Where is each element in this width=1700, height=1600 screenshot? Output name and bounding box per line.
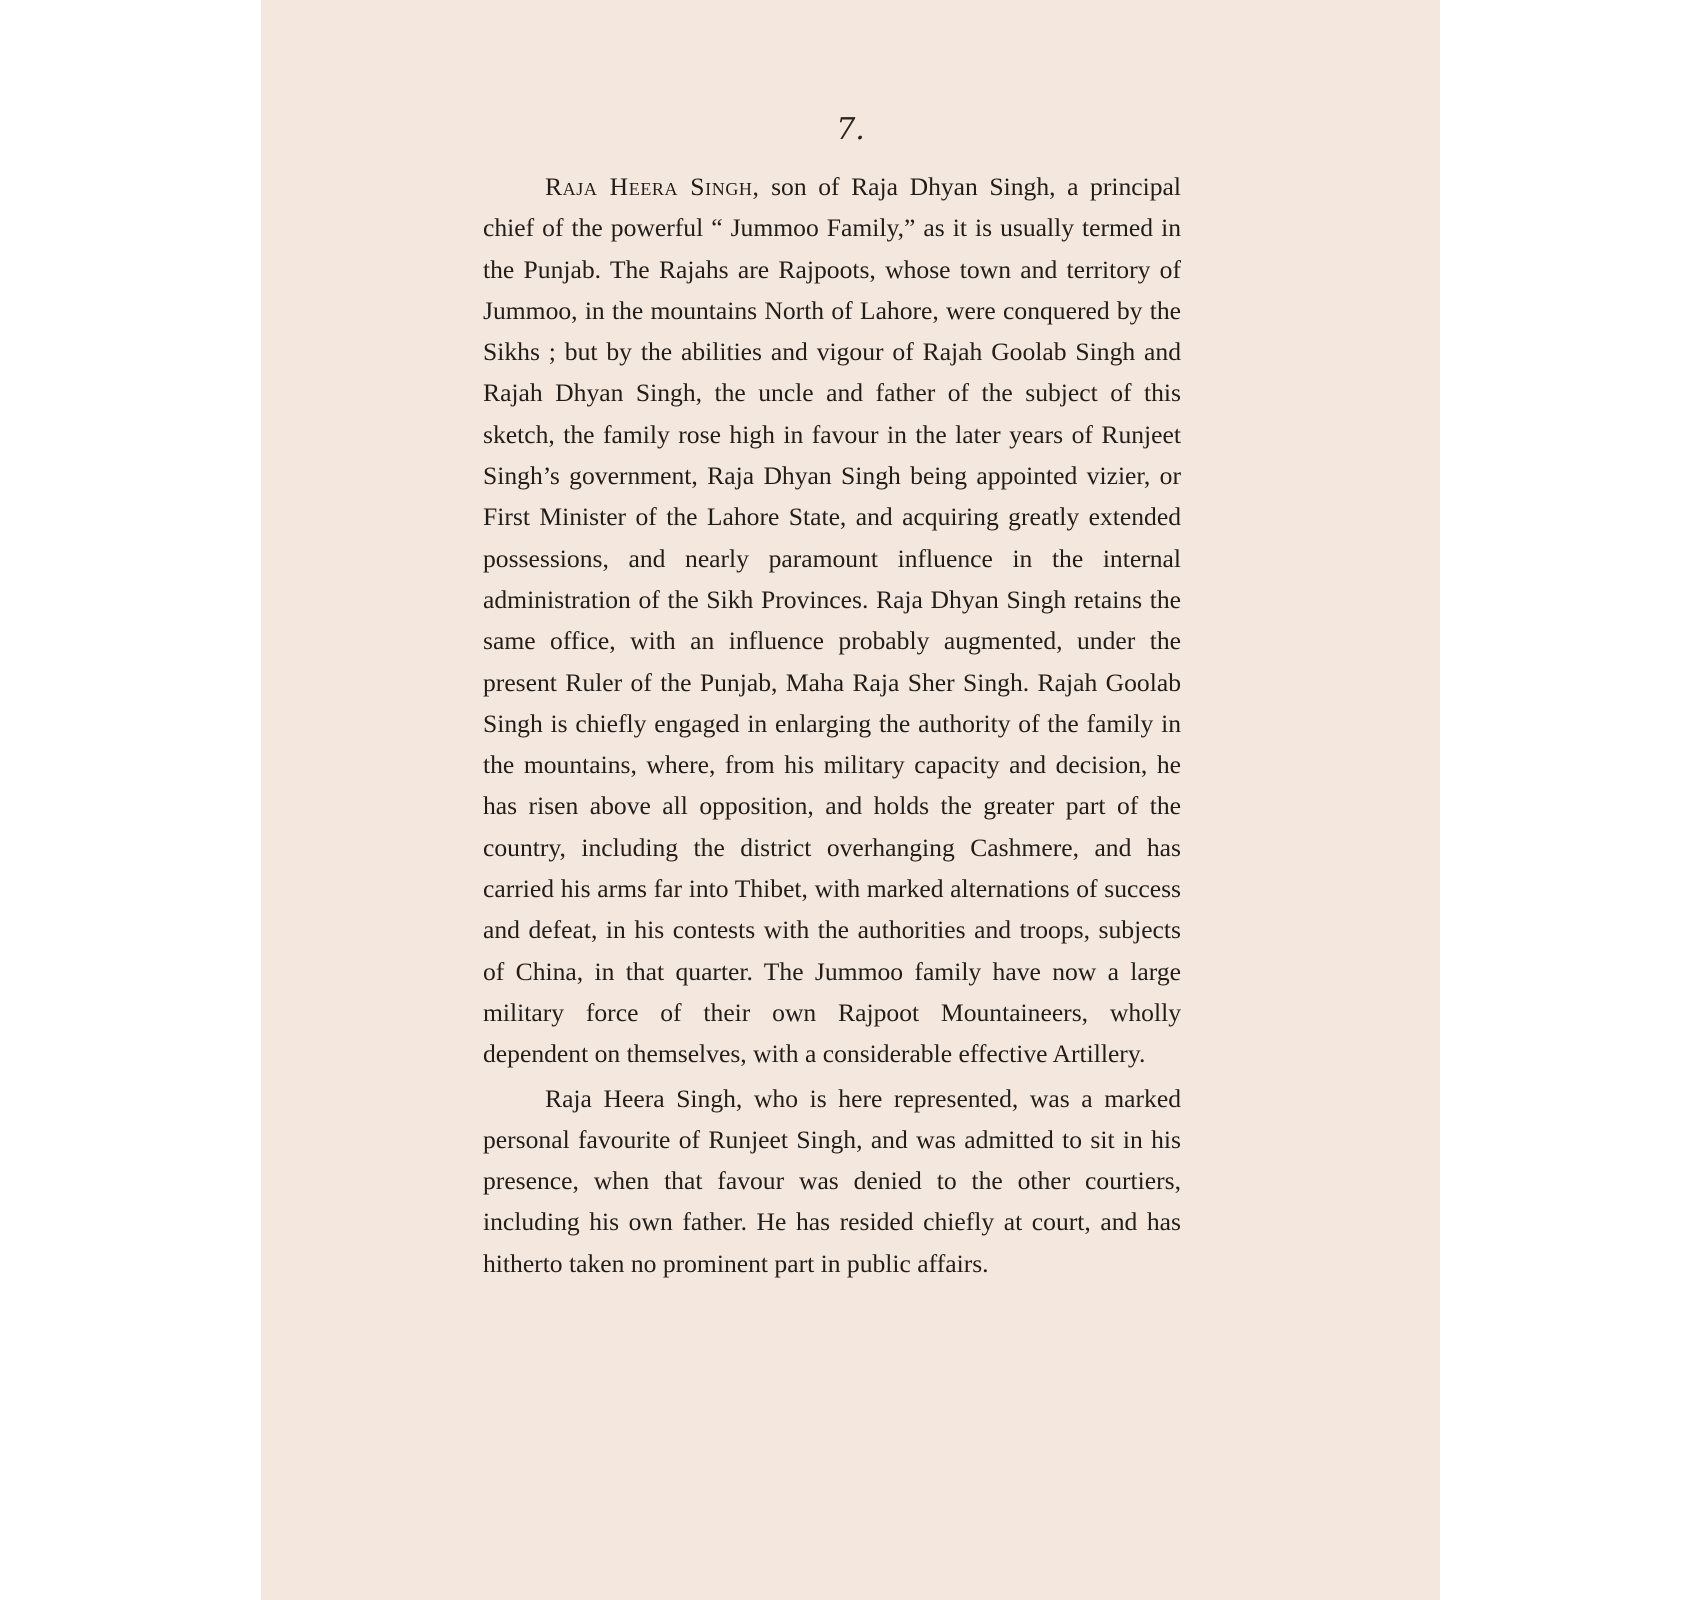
paragraph-2: Raja Heera Singh, who is here represented, was a marked personal favourite of Runjeet Singh, and was admitted to sit in his presence, when that favour was denied to the other courtiers, including his own father. He has resided chiefly at court, and has hitherto taken no prominent part in public affairs. bbox=[483, 1083, 1181, 1278]
paragraph-1-text: son of Raja Dhyan Singh, a principal chief of the powerful “ Jummoo Family,” as it is usually termed in the Punjab. The Rajahs are Rajpoots, whose town and territory of Jummoo, in the mountains North of Lahore, were conquered by the Sikhs ; but by the abilities and vigour of Rajah Goolab Singh and Rajah Dhyan Singh, the uncle and father of the subject of this sketch, the family rose high in favour in the later years of Runjeet Singh’s government, Raja Dhyan Singh being appointed vizier, or First Minister of the Lahore State, and acquiring greatly extended possessions, and nearly paramount influence in the internal administration of the Sikh Provinces. Raja Dhyan Singh retains the same office, with an influence probably augmented, under the present Ruler of the Punjab, Maha Raja Sher Singh. Rajah Goolab Singh is chiefly engaged in enlarging the authority of the family in the mountains, where, from his military capacity and decision, he has risen above all opposition, and holds the greater part of the country, including the district overhanging Cashmere, and has carried his arms far into Thibet, with marked alternations of success and defeat, in his contests with the authorities and troops, subjects of China, in that quarter. The Jummoo family have now a large military force of their own Rajpoot Mountaineers, wholly dependent on themselves, with a considerable effective Artillery. bbox=[483, 172, 1181, 1069]
subject-name: Raja Heera Singh, bbox=[545, 172, 760, 201]
page-number: 7. bbox=[836, 112, 865, 147]
body-text bbox=[483, 166, 1181, 1284]
paragraph-1 bbox=[483, 166, 1181, 1075]
book-page bbox=[261, 0, 1440, 1600]
